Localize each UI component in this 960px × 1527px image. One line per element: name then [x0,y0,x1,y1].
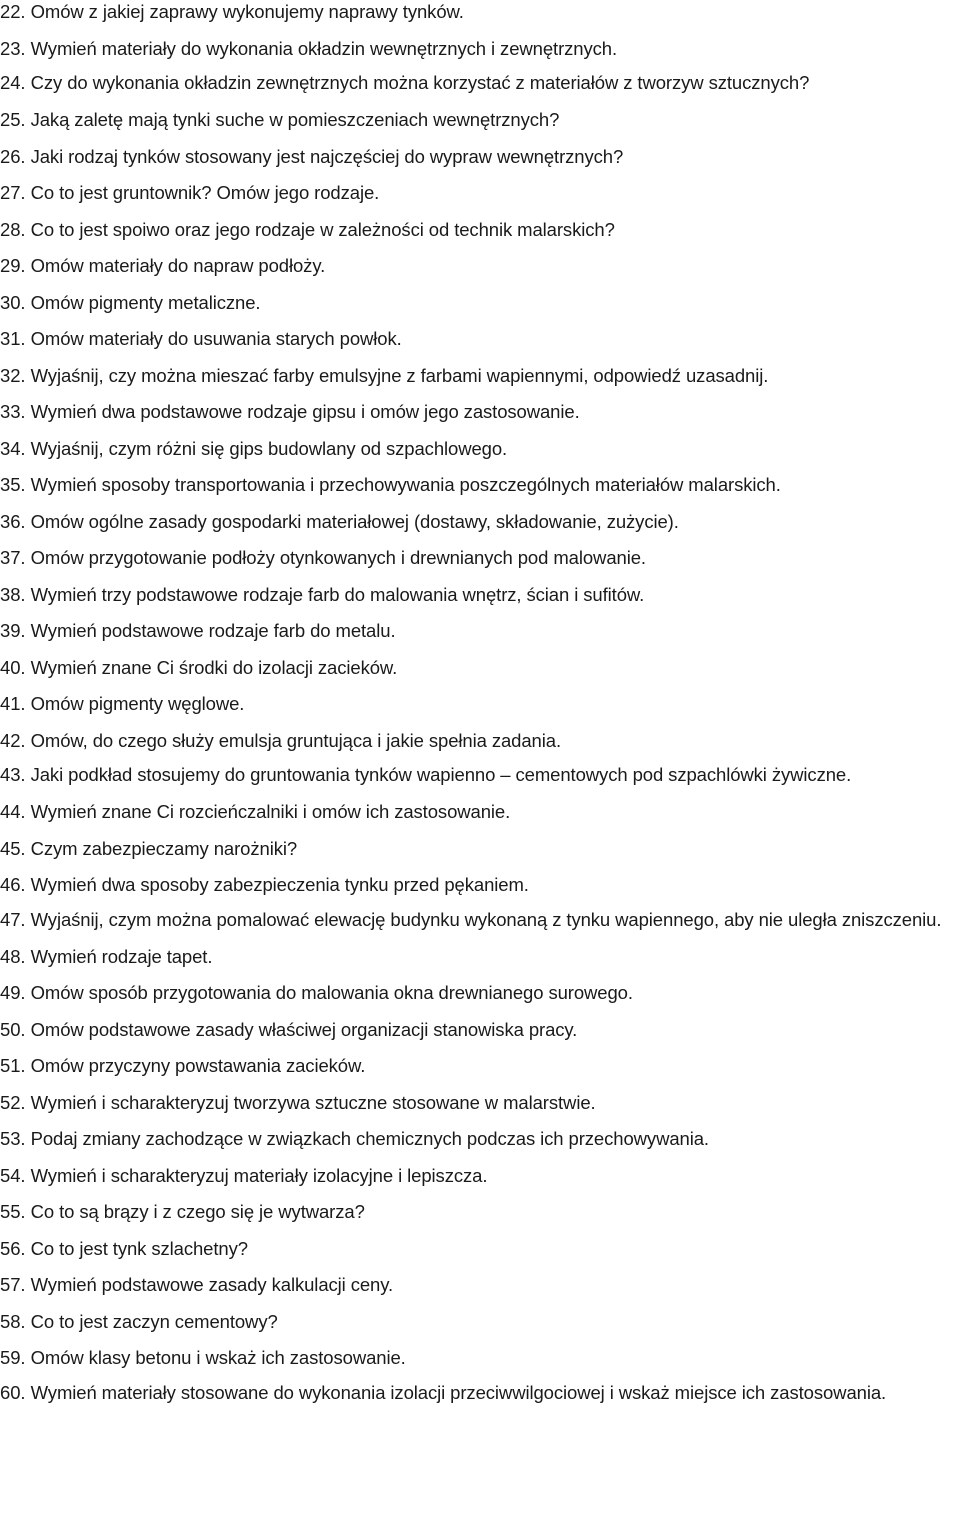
question-item [0,504,960,541]
question-item [0,1048,960,1085]
question-item [0,1194,960,1231]
question-number: 37. [0,547,26,568]
question-number: 36. [0,510,26,532]
question-item [0,0,960,31]
question-text: Jaki rodzaj tynków stosowany jest najczęściej do wypraw wewnętrznych? [30,145,624,167]
question-text: Omów materiały do napraw podłoży. [30,255,326,276]
question-text: Wymień znane Ci rozcieńczalniki i omów ich zastosowanie. [30,801,511,822]
question-item [0,1158,960,1195]
question-text: Wymień rodzaje tapet. [30,945,213,967]
question-number: 54. [0,1164,26,1186]
question-number: 35. [0,474,26,495]
question-item [0,650,960,687]
question-number: 51. [0,1055,26,1076]
question-item [0,723,960,760]
question-text: Omów ogólne zasady gospodarki materiałowej (dostawy, składowanie, zużycie). [30,510,679,532]
question-number: 34. [0,437,26,459]
question-number: 31. [0,328,26,349]
question-item [0,1304,960,1341]
question-number: 38. [0,583,26,605]
question-number: 48. [0,945,26,967]
question-item [0,1121,960,1158]
question-text: Wymień znane Ci środki do izolacji zacieków. [30,656,398,678]
question-item [0,1231,960,1268]
question-text: Wymień materiały do wykonania okładzin wewnętrznych i zewnętrznych. [30,37,618,59]
question-text: Wymień podstawowe rodzaje farb do metalu. [30,620,396,641]
question-text: Omów przygotowanie podłoży otynkowanych i drewnianych pod malowanie. [30,547,646,568]
question-item [0,67,960,102]
question-text: Omów klasy betonu i wskaż ich zastosowanie. [30,1347,406,1368]
question-text: Wyjaśnij, czy można mieszać farby emulsyjne z farbami wapiennymi, odpowiedź uzasadnij. [30,364,769,386]
question-item [0,431,960,468]
question-text: Wymień dwa podstawowe rodzaje gipsu i omów jego zastosowanie. [30,401,580,422]
question-text: Wymień i scharakteryzuj materiały izolacyjne i lepiszcza. [30,1164,488,1186]
question-number: 42. [0,729,26,751]
question-text: Podaj zmiany zachodzące w związkach chemicznych podczas ich przechowywania. [30,1128,709,1149]
question-number: 26. [0,145,26,167]
question-text: Omów podstawowe zasady właściwej organizacji stanowiska pracy. [30,1018,578,1040]
question-item [0,358,960,395]
question-number: 25. [0,109,26,130]
question-item [0,321,960,358]
question-text: Wymień dwa sposoby zabezpieczenia tynku przed pękaniem. [30,874,529,895]
question-text: Czy do wykonania okładzin zewnętrznych można korzystać z materiałów z tworzyw sztucznych? [30,72,810,93]
question-text: Wymień materiały stosowane do wykonania izolacji przeciwwilgociowej i wskaż miejsce ich zastosowania. [30,1381,887,1403]
question-number: 60. [0,1381,26,1403]
question-text: Wyjaśnij, czym różni się gips budowlany od szpachlowego. [30,437,508,459]
question-number: 59. [0,1347,26,1368]
question-text: Wymień sposoby transportowania i przechowywania poszczególnych materiałów malarskich. [30,474,781,495]
question-item [0,175,960,212]
question-number: 49. [0,982,26,1003]
question-item [0,31,960,68]
question-item [0,212,960,249]
question-number: 44. [0,801,26,822]
question-number: 28. [0,218,26,240]
question-number: 30. [0,291,26,313]
question-number: 33. [0,401,26,422]
question-item [0,139,960,176]
question-text: Omów pigmenty węglowe. [30,693,245,714]
question-number: 58. [0,1310,26,1332]
question-number: 40. [0,656,26,678]
question-number: 55. [0,1201,26,1222]
question-text: Wymień trzy podstawowe rodzaje farb do malowania wnętrz, ścian i sufitów. [30,583,645,605]
question-item [0,1085,960,1122]
question-item [0,248,960,285]
question-number: 57. [0,1274,26,1295]
question-item [0,975,960,1012]
question-number: 22. [0,1,26,22]
question-item [0,867,960,904]
question-item [0,102,960,139]
question-text: Wyjaśnij, czym można pomalować elewację budynku wykonaną z tynku wapiennego, aby nie uległa zniszczeniu. [30,908,942,930]
question-number: 56. [0,1237,26,1259]
question-item [0,394,960,431]
question-item [0,613,960,650]
question-text: Co to jest zaczyn cementowy? [30,1310,278,1332]
question-number: 32. [0,364,26,386]
question-number: 27. [0,182,26,203]
question-item [0,686,960,723]
question-text: Co to jest tynk szlachetny? [30,1237,248,1259]
question-text: Jaki podkład stosujemy do gruntowania tynków wapienno – cementowych pod szpachlówki żywiczne. [30,764,852,785]
question-item [0,467,960,504]
question-text: Omów sposób przygotowania do malowania okna drewnianego surowego. [30,982,633,1003]
question-text: Czym zabezpieczamy narożniki? [30,837,298,859]
question-item [0,285,960,322]
question-item [0,904,960,939]
question-text: Wymień podstawowe zasady kalkulacji ceny. [30,1274,394,1295]
question-text: Omów pigmenty metaliczne. [30,291,261,313]
question-number: 52. [0,1091,26,1113]
question-item [0,577,960,614]
question-text: Co to jest gruntownik? Omów jego rodzaje. [30,182,380,203]
question-item [0,1377,960,1412]
question-item [0,1012,960,1049]
question-item [0,831,960,868]
question-number: 50. [0,1018,26,1040]
question-text: Omów materiały do usuwania starych powłok. [30,328,402,349]
question-item [0,794,960,831]
question-number: 47. [0,908,26,930]
question-item [0,540,960,577]
question-item [0,939,960,976]
question-item [0,1340,960,1377]
question-text: Omów przyczyny powstawania zacieków. [30,1055,366,1076]
question-text: Co to są brązy i z czego się je wytwarza? [30,1201,365,1222]
question-number: 53. [0,1128,26,1149]
question-number: 24. [0,72,26,93]
question-item [0,759,960,794]
question-text: Jaką zaletę mają tynki suche w pomieszczeniach wewnętrznych? [30,109,560,130]
question-number: 23. [0,37,26,59]
question-number: 39. [0,620,26,641]
question-number: 46. [0,874,26,895]
question-text: Wymień i scharakteryzuj tworzywa sztuczne stosowane w malarstwie. [30,1091,596,1113]
question-text: Omów z jakiej zaprawy wykonujemy naprawy tynków. [30,1,464,22]
question-text: Omów, do czego służy emulsja gruntująca i jakie spełnia zadania. [30,729,561,751]
question-number: 41. [0,693,26,714]
question-item [0,1267,960,1304]
question-text: Co to jest spoiwo oraz jego rodzaje w zależności od technik malarskich? [30,218,615,240]
question-number: 29. [0,255,26,276]
question-number: 45. [0,837,26,859]
question-number: 43. [0,764,26,785]
